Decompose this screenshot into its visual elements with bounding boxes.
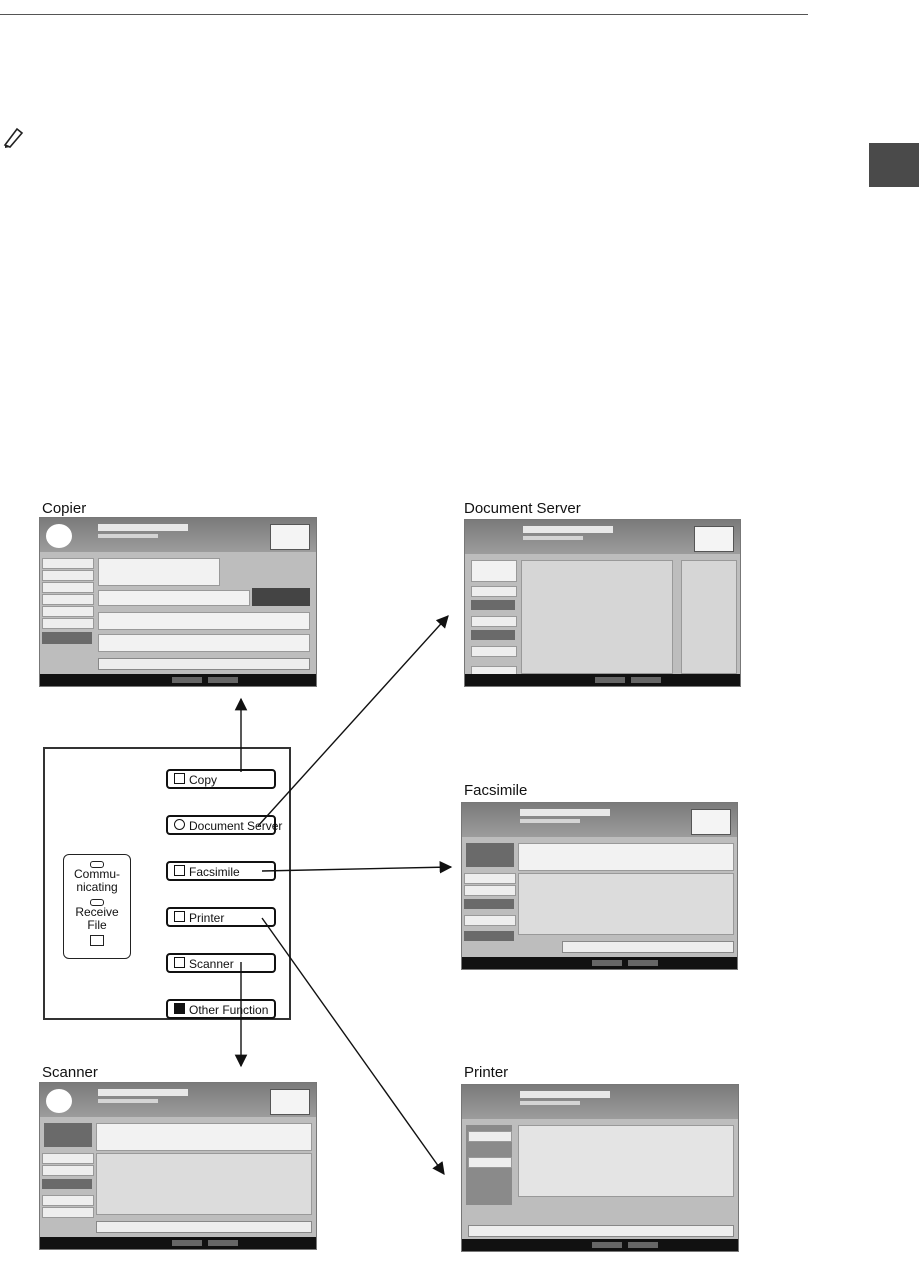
copy-key-label: Copy <box>189 772 218 787</box>
other-function-key-label: Other Function <box>189 1002 269 1017</box>
caption-facsimile: Facsimile <box>464 782 528 799</box>
caption-scanner: Scanner <box>42 1064 98 1081</box>
scanner-key-label: Scanner <box>189 956 234 971</box>
printer-key-label: Printer <box>189 910 225 925</box>
arrow-docserver-to-screen <box>258 616 448 826</box>
caption-printer: Printer <box>464 1064 509 1081</box>
facsimile-key-label: Facsimile <box>189 864 240 879</box>
communicating-label: Commu- nicating <box>73 867 120 894</box>
arrow-fax-to-screen <box>262 867 451 871</box>
caption-copier: Copier <box>42 500 87 517</box>
arrow-printer-to-screen <box>262 918 444 1174</box>
receive-file-label: Receive File <box>75 905 119 932</box>
document-server-key-label: Document Server <box>189 818 283 833</box>
caption-document-server: Document Server <box>464 500 581 517</box>
